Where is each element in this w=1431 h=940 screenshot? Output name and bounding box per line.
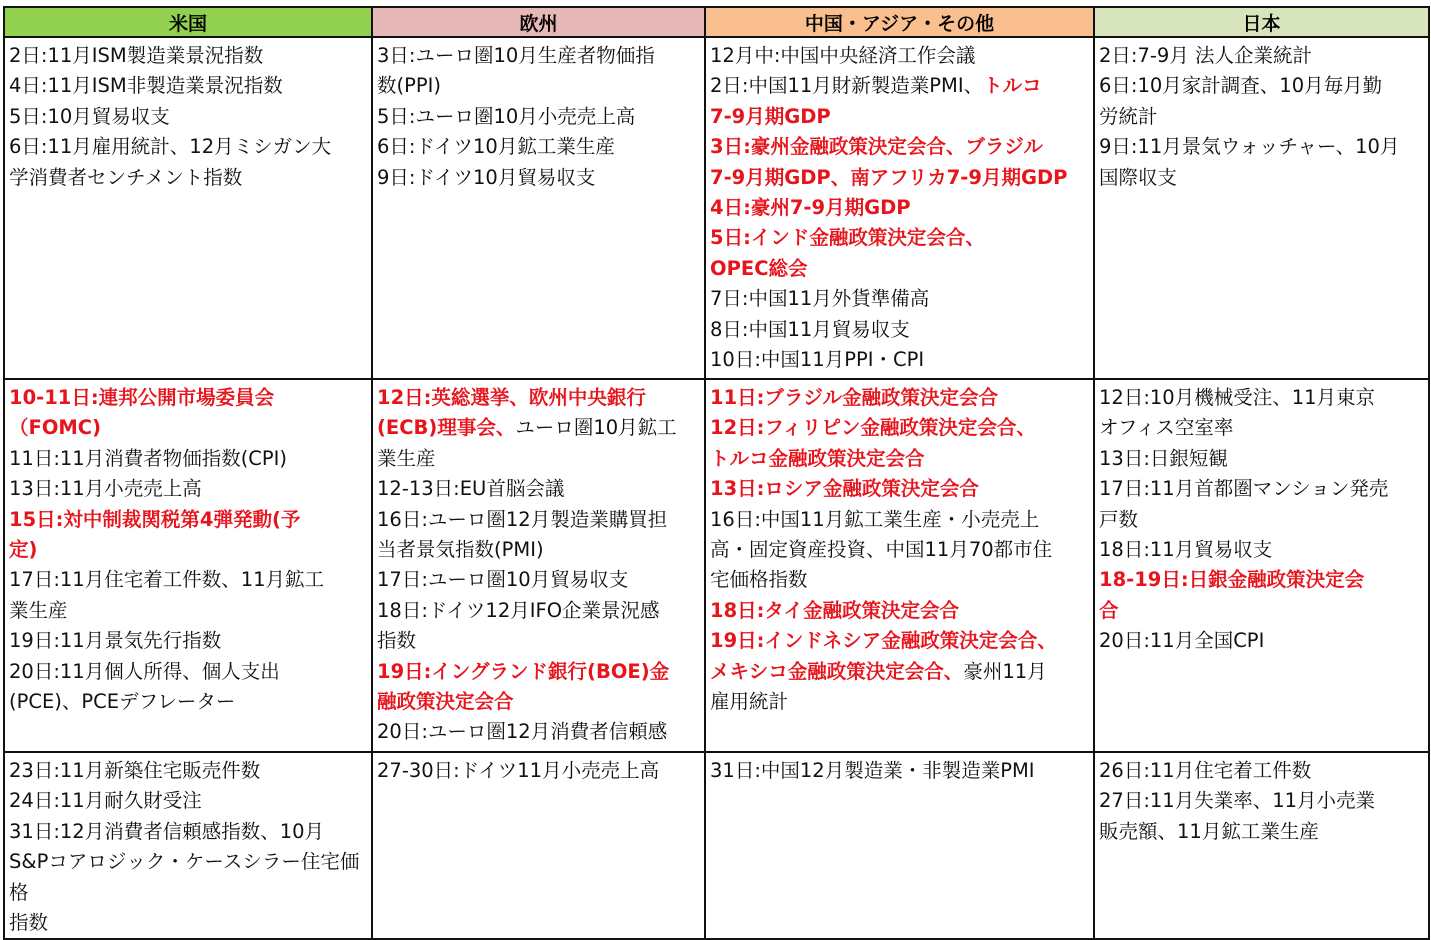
event-line bbox=[377, 657, 701, 687]
event-line bbox=[9, 596, 368, 626]
event-text: 23日:11月新築住宅販売件数 bbox=[9, 759, 261, 782]
event-line bbox=[9, 505, 368, 535]
header-japan: 日本 bbox=[1094, 7, 1429, 37]
event-line bbox=[710, 163, 1090, 193]
cell-japan bbox=[1094, 752, 1429, 939]
event-line bbox=[377, 596, 701, 626]
event-text-highlight: トルコ金融政策決定会合 bbox=[710, 446, 925, 470]
event-line bbox=[9, 565, 368, 595]
event-text-highlight: 合 bbox=[1099, 598, 1119, 622]
event-text-highlight: 19日:イングランド銀行(BOE)金 bbox=[377, 659, 670, 683]
event-line bbox=[1099, 163, 1425, 193]
event-line bbox=[710, 41, 1090, 71]
event-text: (PCE)、PCEデフレーター bbox=[9, 690, 236, 714]
cell-asia bbox=[705, 752, 1094, 939]
event-text: ユーロ圏10月鉱工 bbox=[515, 416, 677, 440]
cell-eu bbox=[372, 752, 705, 939]
event-text-highlight: OPEC総会 bbox=[710, 256, 808, 280]
event-line bbox=[710, 444, 1090, 474]
event-text: 5日:ユーロ圏10月小売売上高 bbox=[377, 104, 636, 128]
event-line bbox=[710, 505, 1090, 535]
event-line bbox=[377, 474, 701, 504]
event-text-highlight: 12日:フィリピン金融政策決定会合、 bbox=[710, 416, 1036, 440]
event-text: 9日:11月景気ウォッチャー、10月 bbox=[1099, 135, 1400, 159]
event-line bbox=[710, 626, 1090, 656]
event-text: 9日:ドイツ10月貿易収支 bbox=[377, 165, 596, 189]
event-text: 2日:中国11月財新製造業PMI、 bbox=[710, 74, 984, 98]
event-text: 19日:11月景気先行指数 bbox=[9, 629, 222, 653]
event-text-highlight: 13日:ロシア金融政策決定会合 bbox=[710, 477, 979, 501]
event-text: 16日:中国11月鉱工業生産・小売売上 bbox=[710, 507, 1040, 531]
event-line bbox=[377, 41, 701, 71]
event-line bbox=[9, 756, 368, 786]
event-text: 販売額、11月鉱工業生産 bbox=[1099, 819, 1319, 843]
event-text: 2日:11月ISM製造業景況指数 bbox=[9, 44, 264, 67]
event-text: 13日:11月小売売上高 bbox=[9, 477, 202, 501]
week-row bbox=[4, 37, 1429, 379]
event-text: 国際収支 bbox=[1099, 165, 1178, 189]
event-text: 12月中:中国中央経済工作会議 bbox=[710, 44, 976, 67]
event-line bbox=[9, 535, 368, 565]
event-line bbox=[377, 102, 701, 132]
event-line bbox=[377, 565, 701, 595]
event-text-highlight: 3日:豪州金融政策決定会合、ブラジル bbox=[710, 135, 1043, 159]
event-line bbox=[9, 687, 368, 717]
event-text: 31日:中国12月製造業・非製造業PMI bbox=[710, 759, 1035, 782]
event-text-highlight: 15日:対中制裁関税第4弾発動(予 bbox=[9, 507, 301, 531]
cell-asia bbox=[705, 37, 1094, 379]
event-line bbox=[710, 345, 1090, 375]
event-text: 16日:ユーロ圏12月製造業購買担 bbox=[377, 507, 668, 531]
event-line bbox=[377, 505, 701, 535]
event-line bbox=[1099, 413, 1425, 443]
event-line bbox=[9, 102, 368, 132]
event-line bbox=[710, 132, 1090, 162]
event-text-highlight: 10-11日:連邦公開市場委員会 bbox=[9, 386, 275, 409]
event-line bbox=[377, 717, 701, 747]
event-line bbox=[710, 284, 1090, 314]
event-text: 10日:中国11月PPI・CPI bbox=[710, 348, 925, 372]
event-text: 20日:11月個人所得、個人支出 bbox=[9, 659, 280, 683]
event-line bbox=[377, 71, 701, 101]
cell-us bbox=[4, 37, 372, 379]
event-line bbox=[710, 474, 1090, 504]
event-text: 当者景気指数(PMI) bbox=[377, 538, 544, 562]
event-line bbox=[9, 786, 368, 816]
event-line bbox=[710, 596, 1090, 626]
event-line bbox=[1099, 41, 1425, 71]
event-line bbox=[1099, 786, 1425, 816]
event-text: 6日:ドイツ10月鉱工業生産 bbox=[377, 135, 615, 159]
event-line bbox=[9, 474, 368, 504]
event-line bbox=[377, 444, 701, 474]
event-text: 17日:11月首都圏マンション発売 bbox=[1099, 477, 1389, 501]
event-line bbox=[1099, 505, 1425, 535]
event-line bbox=[1099, 596, 1425, 626]
event-line bbox=[1099, 535, 1425, 565]
event-text: 2日:7-9月 法人企業統計 bbox=[1099, 44, 1313, 67]
event-text: 労統計 bbox=[1099, 104, 1158, 128]
event-line bbox=[9, 847, 368, 908]
event-text: 戸数 bbox=[1099, 507, 1139, 531]
cell-japan bbox=[1094, 379, 1429, 752]
event-text: 18日:11月貿易収支 bbox=[1099, 538, 1273, 562]
event-line bbox=[9, 132, 368, 162]
event-line bbox=[710, 102, 1090, 132]
event-text: 指数 bbox=[9, 911, 49, 935]
event-line bbox=[710, 315, 1090, 345]
event-line bbox=[1099, 565, 1425, 595]
event-text: 13日:日銀短観 bbox=[1099, 446, 1228, 470]
event-line bbox=[710, 254, 1090, 284]
event-text: 宅価格指数 bbox=[710, 568, 808, 592]
event-line bbox=[377, 163, 701, 193]
event-text: 24日:11月耐久財受注 bbox=[9, 789, 202, 813]
event-line bbox=[377, 132, 701, 162]
event-line bbox=[9, 41, 368, 71]
event-line bbox=[1099, 817, 1425, 847]
event-text: オフィス空室率 bbox=[1099, 416, 1234, 440]
event-line bbox=[9, 163, 368, 193]
event-text: 12-13日:EU首脳会議 bbox=[377, 477, 565, 501]
event-text: 学消費者センチメント指数 bbox=[9, 165, 243, 189]
event-text: 指数 bbox=[377, 629, 417, 653]
cell-eu bbox=[372, 37, 705, 379]
event-text: 20日:ユーロ圏12月消費者信頼感 bbox=[377, 720, 668, 744]
event-text: 数(PPI) bbox=[377, 74, 441, 98]
event-text: 17日:11月住宅着工件数、11月鉱工 bbox=[9, 568, 325, 592]
event-line bbox=[1099, 71, 1425, 101]
event-line bbox=[9, 383, 368, 413]
event-line bbox=[710, 687, 1090, 717]
event-text: 6日:10月家計調査、10月毎月勤 bbox=[1099, 74, 1383, 98]
event-line bbox=[710, 71, 1090, 101]
event-text-highlight: 11日:ブラジル金融政策決定会合 bbox=[710, 386, 998, 409]
event-line bbox=[710, 413, 1090, 443]
event-text: 業生産 bbox=[377, 446, 436, 470]
event-text: 7日:中国11月外貨準備高 bbox=[710, 287, 930, 311]
event-text: S&Pコアロジック・ケースシラー住宅価格 bbox=[9, 850, 360, 904]
event-text: 豪州11月 bbox=[963, 659, 1047, 683]
header-us: 米国 bbox=[4, 7, 372, 37]
event-text: 4日:11月ISM非製造業景況指数 bbox=[9, 74, 283, 98]
event-text: 3日:ユーロ圏10月生産者物価指 bbox=[377, 44, 655, 67]
event-text: 17日:ユーロ圏10月貿易収支 bbox=[377, 568, 629, 592]
event-text: 20日:11月全国CPI bbox=[1099, 629, 1265, 653]
event-text-highlight: 7-9月期GDP、南アフリカ7-9月期GDP bbox=[710, 165, 1068, 189]
event-line bbox=[1099, 132, 1425, 162]
event-line bbox=[710, 756, 1090, 786]
event-line bbox=[377, 626, 701, 656]
event-text-highlight: 4日:豪州7-9月期GDP bbox=[710, 196, 911, 220]
event-line bbox=[710, 535, 1090, 565]
event-text-highlight: 18-19日:日銀金融政策決定会 bbox=[1099, 568, 1365, 592]
event-line bbox=[1099, 756, 1425, 786]
event-text: 雇用統計 bbox=[710, 690, 789, 714]
event-calendar-table bbox=[3, 6, 1430, 940]
cell-asia bbox=[705, 379, 1094, 752]
event-line bbox=[710, 657, 1090, 687]
event-line bbox=[710, 565, 1090, 595]
event-line bbox=[9, 817, 368, 847]
cell-japan bbox=[1094, 37, 1429, 379]
header-asia: 中国・アジア・その他 bbox=[705, 7, 1094, 37]
event-text-highlight: トルコ bbox=[983, 74, 1042, 98]
event-line bbox=[1099, 444, 1425, 474]
event-text: 業生産 bbox=[9, 598, 68, 622]
event-text: 6日:11月雇用統計、12月ミシガン大 bbox=[9, 135, 332, 159]
event-text-highlight: 7-9月期GDP bbox=[710, 104, 831, 128]
event-line bbox=[9, 908, 368, 938]
event-text: 18日:ドイツ12月IFO企業景況感 bbox=[377, 598, 660, 622]
event-text-highlight: 18日:タイ金融政策決定会合 bbox=[710, 598, 960, 622]
event-line bbox=[1099, 383, 1425, 413]
event-text-highlight: 19日:インドネシア金融政策決定会合、 bbox=[710, 629, 1057, 653]
cell-us bbox=[4, 379, 372, 752]
event-line bbox=[9, 413, 368, 443]
event-text: 26日:11月住宅着工件数 bbox=[1099, 759, 1312, 782]
cell-us bbox=[4, 752, 372, 939]
week-row bbox=[4, 379, 1429, 752]
event-line bbox=[1099, 102, 1425, 132]
event-text-highlight: (ECB)理事会、 bbox=[377, 416, 516, 440]
event-line bbox=[710, 223, 1090, 253]
event-text: 高・固定資産投資、中国11月70都市住 bbox=[710, 538, 1053, 562]
event-text-highlight: メキシコ金融政策決定会合、 bbox=[710, 659, 964, 683]
event-line bbox=[377, 413, 701, 443]
event-line bbox=[1099, 474, 1425, 504]
header-eu: 欧州 bbox=[372, 7, 705, 37]
event-line bbox=[9, 444, 368, 474]
event-line bbox=[377, 687, 701, 717]
event-text-highlight: 定) bbox=[9, 538, 38, 562]
event-line bbox=[710, 383, 1090, 413]
event-text-highlight: （FOMC) bbox=[9, 416, 102, 440]
event-line bbox=[9, 657, 368, 687]
event-line bbox=[377, 756, 701, 786]
event-text: 11日:11月消費者物価指数(CPI) bbox=[9, 446, 288, 470]
event-text: 27-30日:ドイツ11月小売売上高 bbox=[377, 759, 660, 782]
event-line bbox=[710, 193, 1090, 223]
event-line bbox=[377, 383, 701, 413]
event-text: 8日:中国11月貿易収支 bbox=[710, 317, 910, 341]
event-line bbox=[1099, 626, 1425, 656]
event-text: 5日:10月貿易収支 bbox=[9, 104, 170, 128]
event-text: 12日:10月機械受注、11月東京 bbox=[1099, 386, 1376, 409]
event-text-highlight: 融政策決定会合 bbox=[377, 690, 514, 714]
event-line bbox=[9, 626, 368, 656]
event-text: 27日:11月失業率、11月小売業 bbox=[1099, 789, 1376, 813]
week-row bbox=[4, 752, 1429, 939]
header-row bbox=[4, 7, 1429, 37]
event-text-highlight: 12日:英総選挙、欧州中央銀行 bbox=[377, 386, 646, 409]
event-line bbox=[377, 535, 701, 565]
event-text: 31日:12月消費者信頼感指数、10月 bbox=[9, 819, 325, 843]
event-text-highlight: 5日:インド金融政策決定会合、 bbox=[710, 226, 985, 250]
event-line bbox=[9, 71, 368, 101]
cell-eu bbox=[372, 379, 705, 752]
